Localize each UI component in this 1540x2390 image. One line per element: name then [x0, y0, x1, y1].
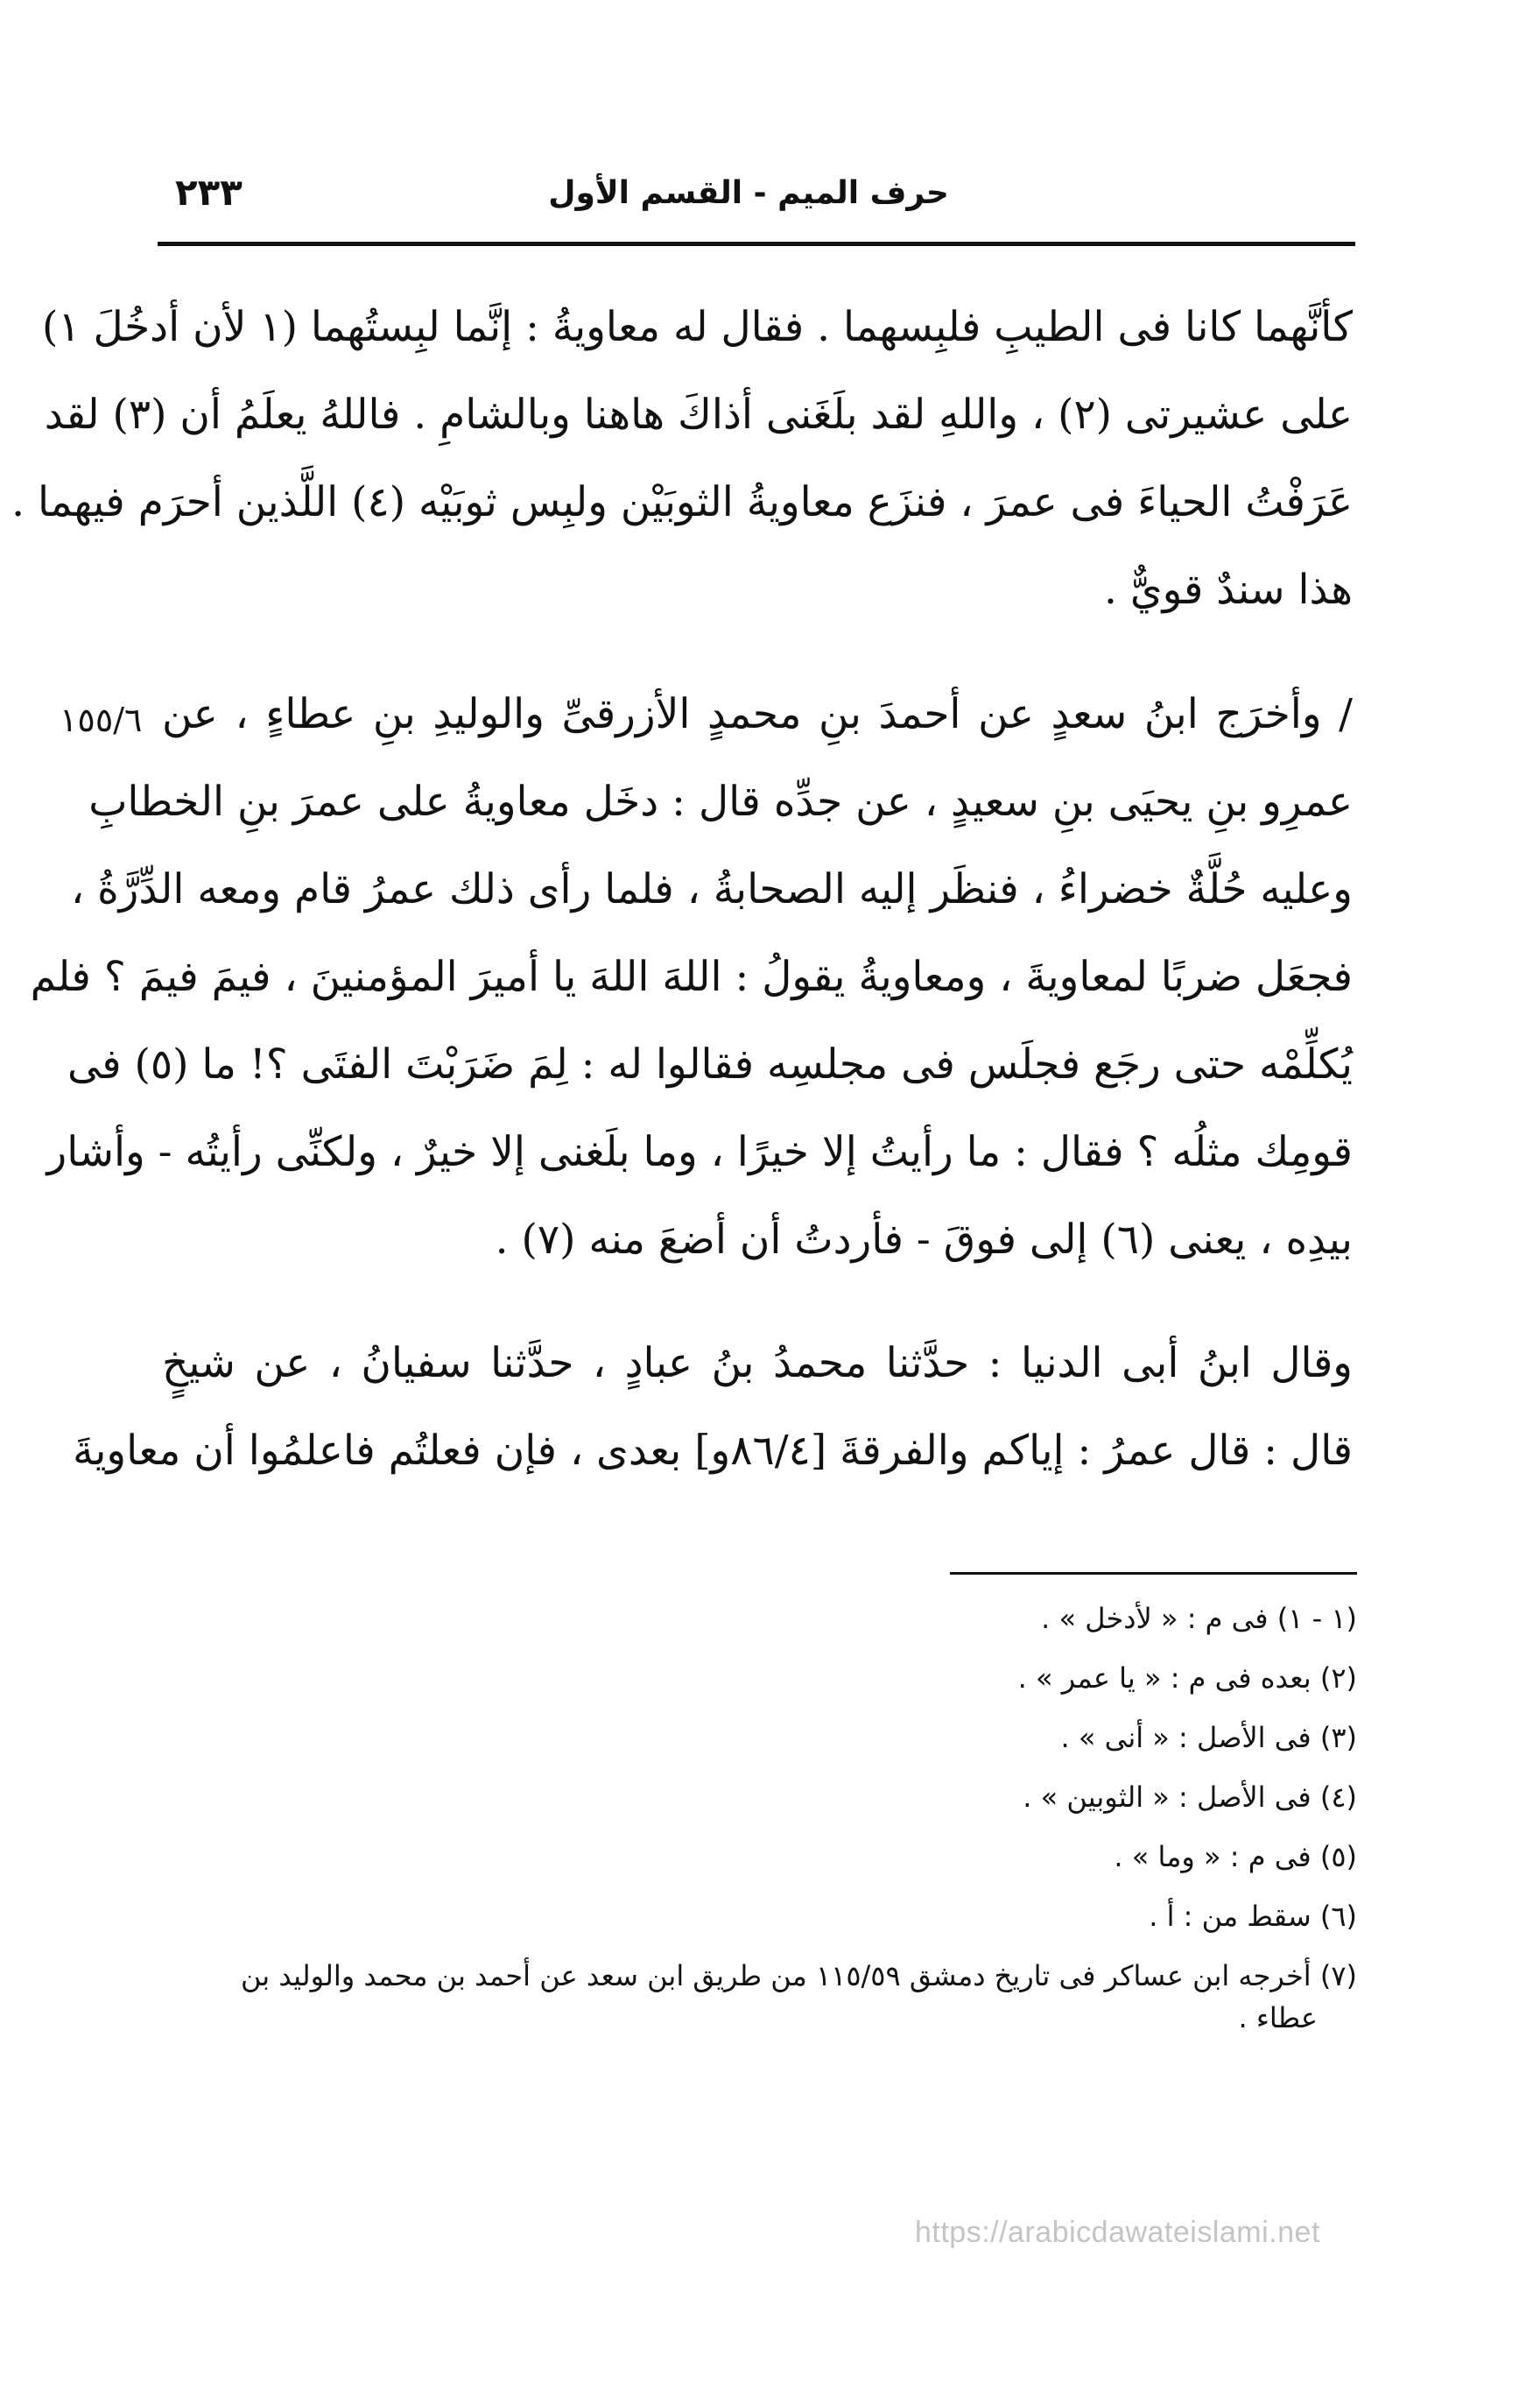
text-line: عَرَفْتُ الحياءَ فى عمرَ ، فنزَع معاويةُ الثوبَيْن ولبِس ثوبَيْه (٤) اللَّذين أحرَم فيهما . [11, 478, 1353, 526]
page-header [158, 166, 1340, 236]
text-line: فجعَل ضربًا لمعاويةَ ، ومعاويةُ يقولُ : اللهَ اللهَ يا أميرَ المؤمنينَ ، فيمَ فيمَ ؟ فلم [30, 953, 1353, 1001]
text-line: على عشيرتى (٢) ، واللهِ لقد بلَغَنى أذاكَ هاهنا وبالشامِ . فاللهُ يعلَمُ أن (٣) لقد [44, 391, 1353, 439]
footnote: (٢) بعده فى م : « يا عمر » . [1017, 1661, 1357, 1695]
text-line: يُكلِّمْه حتى رجَع فجلَس فى مجلسِه فقالوا له : لِمَ ضَرَبْتَ الفتَى ؟! ما (٥) فى [67, 1040, 1353, 1089]
footnote-rule [950, 1572, 1357, 1575]
watermark-url: https://arabicdawateislami.net [915, 2216, 1320, 2249]
footnote: (٣) فى الأصل : « أنى » . [1060, 1721, 1357, 1754]
text-line: قومِك مثلُه ؟ فقال : ما رأيتُ إلا خيرًا ، وما بلَغنى إلا خيرٌ ، ولكنِّى رأيتُه - وأشار [46, 1128, 1353, 1176]
footnotes [184, 1599, 1357, 2058]
footnote: (٧) أخرجه ابن عساكر فى تاريخ دمشق ١١٥/٥٩ من طريق ابن سعد عن أحمد بن محمد والوليد بن [240, 1959, 1357, 1992]
text-line: هذا سندٌ قويٌّ . [1103, 566, 1353, 614]
footnote: (٤) فى الأصل : « الثوبين » . [1023, 1780, 1357, 1814]
header-rule [158, 242, 1355, 246]
text-line: قال : قال عمرُ : إياكم والفرقةَ [٨٦/٤و] بعدى ، فإن فعلتُم فاعلمُوا أن معاويةَ [73, 1427, 1353, 1475]
running-title: حرف الميم - القسم الأول [548, 175, 949, 211]
footnote: (٦) سقط من : أ . [1149, 1900, 1357, 1933]
footnote-continuation: عطاء . [1238, 2001, 1318, 2034]
footnote: (٥) فى م : « وما » . [1114, 1840, 1357, 1873]
text-line: بيدِه ، يعنى (٦) إلى فوقَ - فأردتُ أن أضعَ منه (٧) . [495, 1216, 1353, 1264]
text-line: وعليه حُلَّةٌ خضراءُ ، فنظَر إليه الصحابةُ ، فلما رأى ذلك عمرُ قام ومعه الدِّرَّةُ ، [70, 865, 1353, 913]
paragraph-1 [11, 302, 1353, 652]
paragraph-3 [73, 1338, 1353, 1513]
margin-reference: ١٥٥/٦ [60, 701, 143, 739]
text-line: كأنَّهما كانا فى الطيبِ فلبِسهما . فقال له معاويةُ : إنَّما لبِستُهما (١ لأن أدخُلَ ١) [41, 303, 1353, 351]
text-line: / وأخرَج ابنُ سعدٍ عن أحمدَ بنِ محمدٍ الأزرقىِّ والوليدِ بنِ عطاءٍ ، عن [162, 690, 1353, 738]
text-line: وقال ابنُ أبى الدنيا : حدَّثنا محمدُ بنُ عبادٍ ، حدَّثنا سفيانُ ، عن شيخٍ [162, 1339, 1353, 1387]
footnote: (١ - ١) فى م : « لأدخل » . [1041, 1602, 1357, 1635]
text-line: عمرِو بنِ يحيَى بنِ سعيدٍ ، عن جدِّه قال : دخَل معاويةُ على عمرَ بنِ الخطابِ [88, 778, 1353, 826]
page-number: ٢٣٣ [175, 171, 243, 214]
